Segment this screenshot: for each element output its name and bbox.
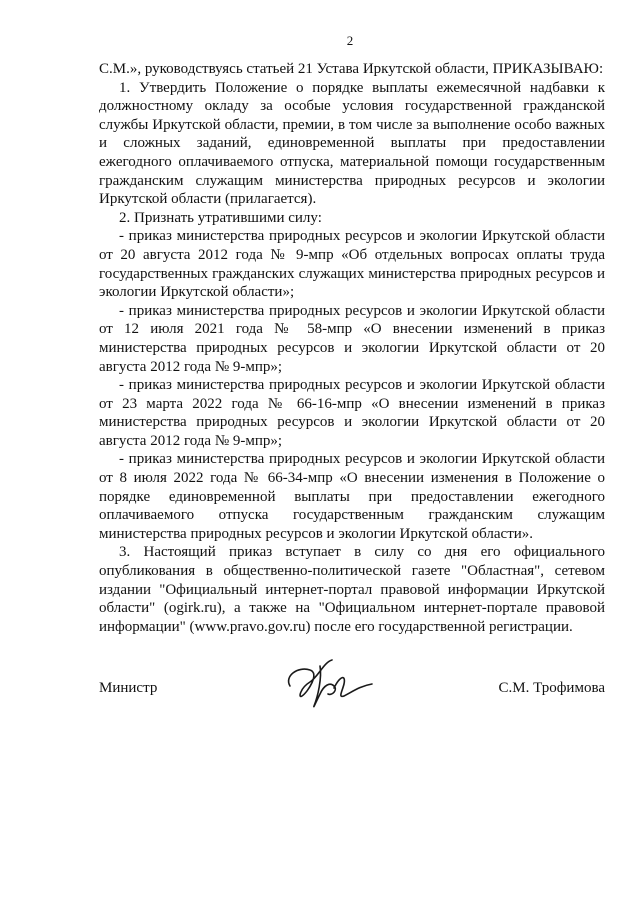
document-body xyxy=(99,60,605,636)
paragraph-item-2: 2. Признать утратившими силу: xyxy=(119,209,322,226)
paragraph-repealed-order-2: - приказ министерства природных ресурсов и экологии Иркутской области от 12 июля 2021 года № 58-мпр «О внесении изменений в приказ министерства природных ресурсов и экологии Иркутской области от 20 августа 2012 года № 9-мпр»; xyxy=(99,302,605,375)
paragraph-repealed-order-3: - приказ министерства природных ресурсов и экологии Иркутской области от 23 марта 2022 года № 66-16-мпр «О внесении изменений в приказ министерства природных ресурсов и экологии Иркутской области от 20 августа 2012 года № 9-мпр»; xyxy=(99,377,605,449)
signature-block xyxy=(99,680,605,704)
page-number: 2 xyxy=(346,33,354,48)
paragraph-preamble: С.М.», руководствуясь статьей 21 Устава Иркутской области, ПРИКАЗЫВАЮ: xyxy=(99,61,604,77)
signatory-position: Министр xyxy=(99,680,158,696)
signatory-name: С.М. Трофимова xyxy=(498,680,605,696)
paragraph-item-3: 3. Настоящий приказ вступает в силу со дня его официального опубликования в общественно-политической газете "Областная", сетевом издании "Официальный интернет-портал правовой информации Иркутской области" (ogirk.ru), а также на "Официальном интернет-портале правовой информации" (www.pravo.gov.ru) после его государственной регистрации. xyxy=(99,544,605,635)
paragraph-repealed-order-1: - приказ министерства природных ресурсов и экологии Иркутской области от 20 августа 2012 года № 9-мпр «Об отдельных вопросах оплаты труда государственных гражданских служащих министерства природных ресурсов и экологии Иркутской области»; xyxy=(99,228,605,301)
paragraph-item-1: 1. Утвердить Положение о порядке выплаты ежемесячной надбавки к должностному окладу за особые условия государственной гражданской службы Иркутской области, премии, в том числе за выполнение особо важных и сложных заданий, единовременной выплаты при предоставлении ежегодного оплачиваемого отпуска, материальной помощи государственным гражданским служащим министерства природных ресурсов и экологии Иркутской области (прилагается). xyxy=(99,79,605,208)
paragraph-repealed-order-4: - приказ министерства природных ресурсов и экологии Иркутской области от 8 июля 2022 года № 66-34-мпр «О внесении изменения в Положение о порядке единовременной выплаты при предоставлении ежегодного оплачиваемого отпуска государственным гражданским служащим министерства природных ресурсов и экологии Иркутской области». xyxy=(99,451,605,542)
